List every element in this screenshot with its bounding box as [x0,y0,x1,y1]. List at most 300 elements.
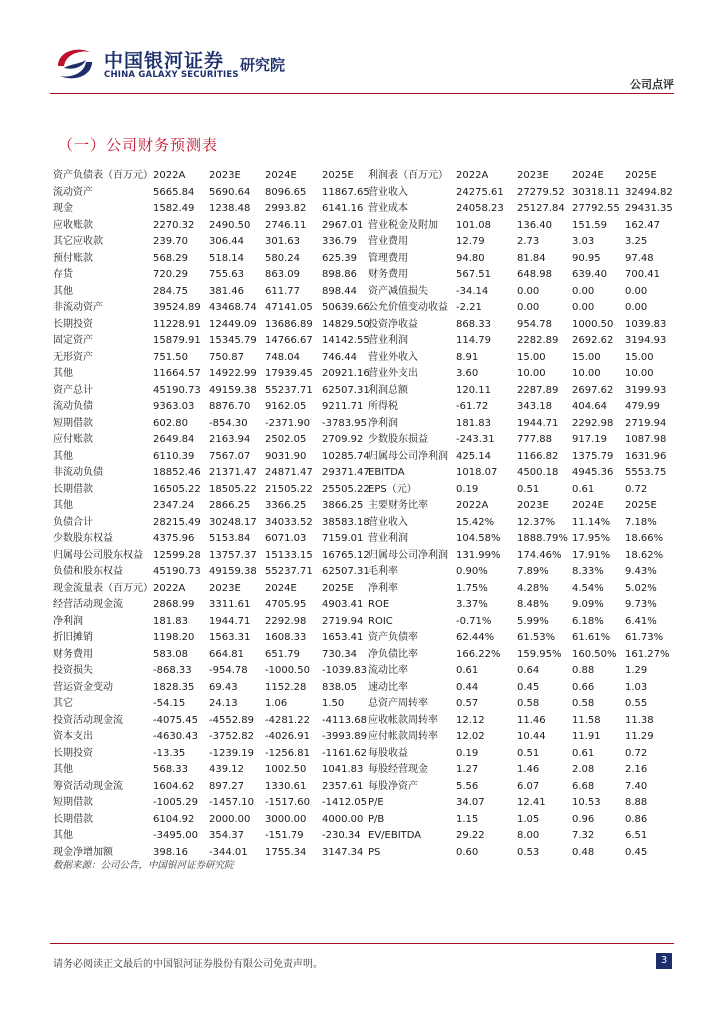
cell-value: 6104.92 [153,813,195,825]
income-statement-table [368,168,673,498]
row-label: 流动比率 [368,665,408,676]
cell-value: 1152.28 [265,681,307,693]
table-row [53,482,376,499]
cell-value: 3000.00 [265,813,307,825]
table-row [53,416,376,433]
table-row [368,416,673,433]
cell-value: 0.61 [572,483,595,495]
row-label: 营业利润 [368,533,408,544]
row-label: 少数股东权益 [53,533,113,544]
cell-value: 18.62% [625,549,664,561]
header-rule [50,93,674,94]
cell-value: 1.46 [517,764,540,775]
cell-value: 16505.22 [153,483,201,495]
row-label: 毛利率 [368,566,398,577]
table-row [368,812,673,829]
cell-value: 2490.50 [209,219,251,231]
row-label: 营业收入 [368,516,408,528]
table-row [53,317,376,334]
cell-value: 7.18% [625,516,657,528]
cell-value: -1005.29 [153,797,198,808]
cell-value: 11664.57 [153,368,201,379]
row-label: 资产负债表（百万元） [53,170,153,181]
cell-value: 1018.07 [456,467,498,478]
cell-value: 50639.66 [322,302,370,313]
cell-value: 1238.48 [209,203,251,214]
cell-value: 11867.65 [322,186,370,198]
table-row [53,795,376,812]
table-row [368,515,673,532]
cell-value: 5.02% [625,582,657,594]
cell-value: 2023E [209,582,241,594]
table-row [368,779,673,796]
cell-value: 162.47 [625,219,660,231]
cell-value: 7.40 [625,780,648,792]
table-row [368,795,673,812]
cell-value: 0.61 [456,665,479,676]
cell-value: 1198.20 [153,632,195,643]
cell-value: 0.72 [625,483,648,495]
cell-value: -3993.89 [322,731,367,742]
cell-value: 1608.33 [265,632,307,643]
cell-value: 181.83 [153,615,188,627]
cell-value: 8.33% [572,566,604,577]
table-row [53,201,376,218]
cell-value: 6110.39 [153,450,195,462]
row-label: 每股收益 [368,747,408,759]
table-row [368,251,673,268]
cell-value: 1944.71 [209,615,251,627]
cell-value: 6.07 [517,780,540,792]
cell-value: 49159.38 [209,384,257,396]
table-row [53,531,376,548]
cell-value: 160.50% [572,648,617,660]
cell-value: 8.48% [517,599,549,610]
table-row [368,333,673,350]
row-label: P/E [368,797,384,808]
cell-value: 1.27 [456,764,479,775]
cell-value: 0.44 [456,681,479,693]
cell-value: 954.78 [517,318,552,330]
cell-value: 730.34 [322,648,357,660]
cell-value: -4552.89 [209,714,254,726]
cell-value: -1161.62 [322,747,367,759]
cell-value: 2649.84 [153,434,195,445]
cell-value: 1039.83 [625,318,667,330]
cell-value: 1000.50 [572,318,614,330]
cell-value: 2357.61 [322,780,364,792]
cell-value: 1653.41 [322,632,364,643]
cell-value: 1828.35 [153,681,195,693]
cell-value: 2697.62 [572,384,614,396]
cell-value: 4500.18 [517,467,559,478]
table-row [53,350,376,367]
cell-value: 2287.89 [517,384,559,396]
cell-value: 4945.36 [572,467,614,478]
cell-value: -61.72 [456,401,489,412]
cell-value: 2292.98 [265,615,307,627]
cell-value: 0.45 [517,681,540,693]
cell-value: 2024E [265,170,297,181]
cell-value: 9031.90 [265,450,307,462]
cell-value: 0.00 [625,285,648,297]
cell-value: 1.06 [265,698,288,709]
cell-value: 12.41 [517,797,546,808]
disclaimer-text: 请务必阅读正文最后的中国银河证券股份有限公司免责声明。 [53,959,323,970]
table-row [368,185,673,202]
cell-value: 2692.62 [572,335,614,346]
row-label: 现金 [53,203,73,214]
document-type: 公司点评 [630,78,674,91]
row-label: 长期投资 [53,747,93,759]
cell-value: 0.19 [456,747,479,759]
cell-value: 28215.49 [153,516,201,528]
cell-value: 61.53% [517,632,556,643]
cell-value: 2292.98 [572,417,614,429]
table-row [53,449,376,466]
table-row [368,449,673,466]
institute-name: 研究院 [240,56,286,74]
cell-value: -4026.91 [265,731,310,742]
cell-value: -4075.45 [153,714,198,726]
table-row [368,630,673,647]
cell-value: 24871.47 [265,467,313,478]
cell-value: 0.72 [625,747,648,759]
cell-value: 12449.09 [209,318,257,330]
cell-value: 10.44 [517,731,546,742]
cell-value: 0.61 [572,747,595,759]
cell-value: -3783.95 [322,417,367,429]
row-label: 应付账款 [53,434,93,445]
cell-value: 2000.00 [209,813,251,825]
row-label: 流动负债 [53,401,93,412]
cell-value: 5553.75 [625,467,667,478]
cell-value: 3.37% [456,599,488,610]
cell-value: 17.95% [572,533,611,544]
cell-value: 55237.71 [265,566,313,577]
row-label: 所得税 [368,401,398,412]
cell-value: 18852.46 [153,467,201,478]
cell-value: 30318.11 [572,186,620,198]
cell-value: 12.37% [517,516,556,528]
row-label: 资本支出 [53,731,93,742]
table-header-row [368,168,673,185]
row-label: EBITDA [368,467,405,478]
cell-value: 8.91 [456,351,479,363]
cell-value: -1412.05 [322,797,367,808]
cell-value: 2025E [625,500,657,511]
cell-value: 7567.07 [209,450,251,462]
row-label: 流动资产 [53,186,93,198]
cash-flow-table [53,581,376,862]
cell-value: 1944.71 [517,417,559,429]
cell-value: 1582.49 [153,203,195,214]
cell-value: 21371.47 [209,467,257,478]
cell-value: 651.79 [265,648,300,660]
table-row [368,680,673,697]
row-label: PS [368,846,381,858]
cell-value: 0.00 [517,285,540,297]
cell-value: 5690.64 [209,186,251,198]
row-label: 非流动资产 [53,302,103,313]
row-label: 负债合计 [53,516,93,528]
cell-value: 583.08 [153,648,188,660]
row-label: 归属母公司股东权益 [53,549,143,561]
cell-value: 15.00 [625,351,654,363]
cell-value: 3199.93 [625,384,667,396]
cell-value: 2022A [153,582,186,594]
row-label: 速动比率 [368,681,408,693]
cell-value: 568.29 [153,252,188,264]
table-row [53,515,376,532]
row-label: 资产负债率 [368,632,418,643]
cell-value: 5665.84 [153,186,195,198]
cell-value: 3.60 [456,368,479,379]
cell-value: 18.66% [625,533,664,544]
cell-value: -3752.82 [209,731,254,742]
cell-value: 181.83 [456,417,491,429]
table-row [53,729,376,746]
cell-value: 0.53 [517,846,540,858]
company-name-en: CHINA GALAXY SECURITIES [104,70,239,80]
cell-value: 1166.82 [517,450,559,462]
row-label: 投资损失 [53,665,93,676]
cell-value: 45190.73 [153,566,201,577]
cell-value: -344.01 [209,846,248,858]
cell-value: 0.58 [572,698,595,709]
cell-value: 755.63 [209,269,244,280]
cell-value: -54.15 [153,698,186,709]
cell-value: 239.70 [153,236,188,247]
row-label: 长期借款 [53,483,93,495]
source-note: 数据来源：公司公告，中国银河证券研究院 [53,860,234,871]
cell-value: 8096.65 [265,186,307,198]
row-label: 长期投资 [53,318,93,330]
cell-value: 2024E [572,500,604,511]
cell-value: 10.00 [625,368,654,379]
table-row [368,828,673,845]
table-row [53,630,376,647]
cell-value: 61.73% [625,632,664,643]
cell-value: 24.13 [209,698,238,709]
cell-value: 17.91% [572,549,611,561]
cell-value: 114.79 [456,335,491,346]
cell-value: 2866.25 [209,500,251,511]
row-label: 主要财务比率 [368,500,428,511]
cell-value: 38583.18 [322,516,370,528]
row-label: ROIC [368,615,393,627]
cell-value: -1039.83 [322,665,367,676]
footer-rule [50,943,674,944]
cell-value: 11.38 [625,714,654,726]
section-title: （一）公司财务预测表 [58,136,219,154]
row-label: 资产总计 [53,384,93,396]
cell-value: 568.33 [153,764,188,775]
cell-value: 301.63 [265,236,300,247]
row-label: 应收账款 [53,219,93,231]
cell-value: 2022A [153,170,186,181]
cell-value: 868.33 [456,318,491,330]
table-row [53,333,376,350]
cell-value: 2025E [322,582,354,594]
table-row [368,762,673,779]
cell-value: 1631.96 [625,450,667,462]
cell-value: 131.99% [456,549,501,561]
cell-value: 6071.03 [265,533,307,544]
cell-value: 284.75 [153,285,188,297]
cell-value: 2022A [456,170,489,181]
row-label: 长期借款 [53,813,93,825]
cell-value: 12.02 [456,731,485,742]
row-label: 无形资产 [53,351,93,363]
row-label: 现金流量表（百万元） [53,582,153,594]
cell-value: 9.09% [572,599,604,610]
cell-value: 15879.91 [153,335,201,346]
cell-value: 13686.89 [265,318,313,330]
row-label: 投资净收益 [368,318,418,330]
cell-value: 18505.22 [209,483,257,495]
row-label: 归属母公司净利润 [368,450,448,462]
cell-value: 34.07 [456,797,485,808]
cell-value: 898.86 [322,269,357,280]
cell-value: 9162.05 [265,401,307,412]
row-label: 归属母公司净利润 [368,549,448,561]
cell-value: 120.11 [456,384,491,396]
row-label: 每股经营现金 [368,764,428,775]
cell-value: -13.35 [153,747,186,759]
table-row [53,383,376,400]
cell-value: 2993.82 [265,203,307,214]
cell-value: 16765.12 [322,549,370,561]
cell-value: -243.31 [456,434,495,445]
cell-value: 611.77 [265,285,300,297]
table-row [53,680,376,697]
cell-value: 1002.50 [265,764,307,775]
cell-value: 0.00 [517,302,540,313]
table-row [368,647,673,664]
cell-value: 898.44 [322,285,357,297]
cell-value: 2347.24 [153,500,195,511]
cell-value: 3311.61 [209,599,251,610]
cell-value: 4903.41 [322,599,364,610]
cell-value: 1.05 [517,813,540,825]
cell-value: 8876.70 [209,401,251,412]
table-row [368,218,673,235]
row-label: 净利率 [368,582,398,594]
table-row [53,713,376,730]
row-label: 预付账款 [53,252,93,264]
cell-value: 479.99 [625,401,660,412]
cell-value: 43468.74 [209,302,257,313]
table-row [368,350,673,367]
table-row [368,713,673,730]
cell-value: 2709.92 [322,434,364,445]
cell-value: 7159.01 [322,533,364,544]
cell-value: 34033.52 [265,516,313,528]
cell-value: 425.14 [456,450,491,462]
table-row [53,597,376,614]
cell-value: 15.00 [572,351,601,363]
table-row [53,663,376,680]
cell-value: 625.39 [322,252,357,264]
cell-value: 10285.74 [322,450,370,462]
row-label: 营业收入 [368,186,408,198]
cell-value: 12.79 [456,236,485,247]
cell-value: 3366.25 [265,500,307,511]
cell-value: -2.21 [456,302,482,313]
cell-value: 439.12 [209,764,244,775]
row-label: 其它 [53,698,73,709]
table-row [368,729,673,746]
table-row [368,663,673,680]
balance-sheet-table [53,168,376,581]
cell-value: 30248.17 [209,516,257,528]
table-row [53,647,376,664]
table-row [368,300,673,317]
row-label: ROE [368,599,390,610]
row-label: 其他 [53,500,73,511]
row-label: 投资活动现金流 [53,714,123,726]
cell-value: 1330.61 [265,780,307,792]
cell-value: 62507.31 [322,384,370,396]
cell-value: 136.40 [517,219,552,231]
row-label: 非流动负债 [53,467,103,478]
cell-value: 777.88 [517,434,552,445]
cell-value: 0.86 [625,813,648,825]
row-label: 净利润 [368,417,398,429]
row-label: 短期借款 [53,417,93,429]
cell-value: 2502.05 [265,434,307,445]
cell-value: 47141.05 [265,302,313,313]
cell-value: 2282.89 [517,335,559,346]
table-row [368,383,673,400]
cell-value: 11.29 [625,731,654,742]
row-label: 利润总额 [368,384,408,396]
row-label: 营业税金及附加 [368,219,438,231]
cell-value: 1.03 [625,681,648,693]
row-label: 营业外支出 [368,368,418,379]
row-label: 净负债比率 [368,648,418,660]
row-label: P/B [368,813,385,825]
cell-value: -4630.43 [153,731,198,742]
cell-value: 14142.55 [322,335,370,346]
cell-value: 17939.45 [265,368,313,379]
cell-value: 62507.31 [322,566,370,577]
cell-value: 45190.73 [153,384,201,396]
row-label: 其他 [53,830,73,841]
row-label: 固定资产 [53,335,93,346]
table-row [368,581,673,598]
row-label: 存货 [53,269,73,280]
cell-value: 15345.79 [209,335,257,346]
table-row [53,812,376,829]
cell-value: 12.12 [456,714,485,726]
cell-value: 751.50 [153,351,188,363]
cell-value: 2022A [456,500,489,511]
row-label: 财务费用 [368,269,408,280]
table-row [53,498,376,515]
cell-value: 746.44 [322,351,357,363]
cell-value: 0.51 [517,747,540,759]
cell-value: 0.55 [625,698,648,709]
cell-value: 0.96 [572,813,595,825]
cell-value: 2023E [209,170,241,181]
cell-value: 104.58% [456,533,501,544]
cell-value: 0.48 [572,846,595,858]
cell-value: 12599.28 [153,549,201,561]
cell-value: 1087.98 [625,434,667,445]
cell-value: 6.68 [572,780,595,792]
